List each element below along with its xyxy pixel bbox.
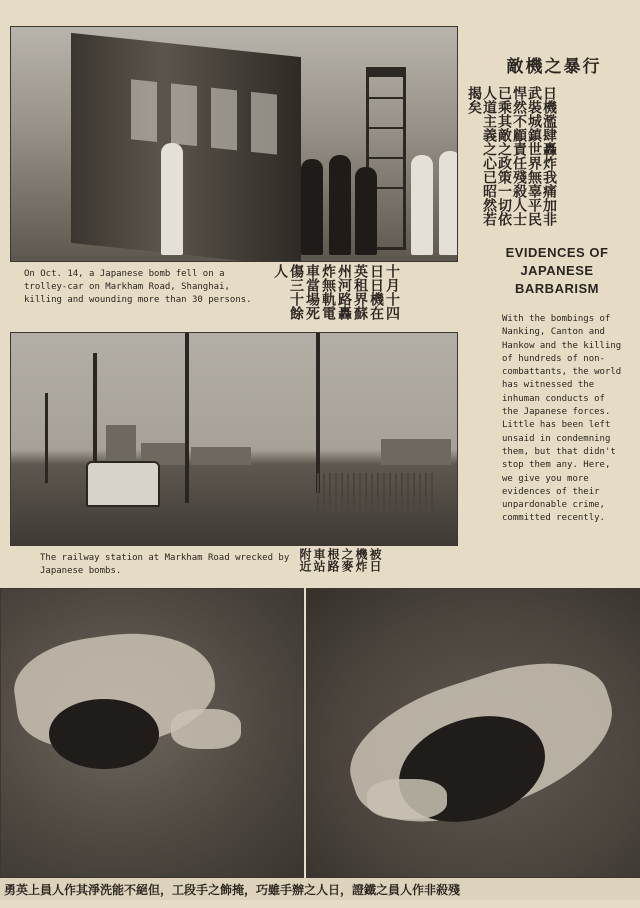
victim-photo-right xyxy=(306,588,640,878)
intro-english-text: With the bombings of Nanking, Canton and Hankow and the killing of hundreds of non-combattants, the world has witnessed the inhuman conducts of the Japanese forces. Little has been left unsaid in condemning them, but that didn't stop them any. Here, we give you more evidences of their unpardonable crime, committed recently. xyxy=(502,314,622,524)
intro-chinese-text: 日機濫肆轟炸我痛加非武裝城鎮世界無辜平民悍然不顧責任殘殺人士已乘其敵之政策一切依人道主義之心已昭然若揭矣 xyxy=(466,86,557,226)
person-figure xyxy=(329,155,351,255)
station-caption-chinese: 被日機炸之麥根路車站附近 xyxy=(298,548,382,572)
utility-pole xyxy=(316,333,320,493)
person-figure xyxy=(161,143,183,255)
footer-chinese-text: 勇英上員人作其淨洗能不絕但，工段手之飾掩，巧雖手辦之人日，證鐵之員人作非殺殘 xyxy=(4,882,461,897)
trolley-car-photo xyxy=(10,26,458,262)
person-figure xyxy=(355,167,377,255)
trolley-caption-chinese: 十月十四日日機在英租界蘇州河路轟炸無軌電車當場死傷三十餘人 xyxy=(272,264,400,320)
title-chinese: 敵機之暴行 xyxy=(506,57,602,77)
utility-pole xyxy=(185,333,189,503)
person-figure xyxy=(301,159,323,255)
station-caption-english: The railway station at Markham Road wrecked by Japanese bombs. xyxy=(40,553,290,576)
wrecked-vehicle xyxy=(86,461,160,507)
fence xyxy=(317,473,437,515)
trolley-caption-english: On Oct. 14, a Japanese bomb fell on a trolley-car on Markham Road, Shanghai, killing and wounding more than 30 persons. xyxy=(24,269,252,305)
wrecked-trolley-car xyxy=(71,33,301,262)
person-figure xyxy=(439,151,458,255)
railway-station-photo xyxy=(10,332,458,546)
title-english: EVIDENCES OF JAPANESE BARBARISM xyxy=(505,245,609,296)
person-figure xyxy=(411,155,433,255)
footer-strip xyxy=(0,878,640,900)
victim-photo-left xyxy=(0,588,304,878)
utility-pole xyxy=(45,393,48,483)
